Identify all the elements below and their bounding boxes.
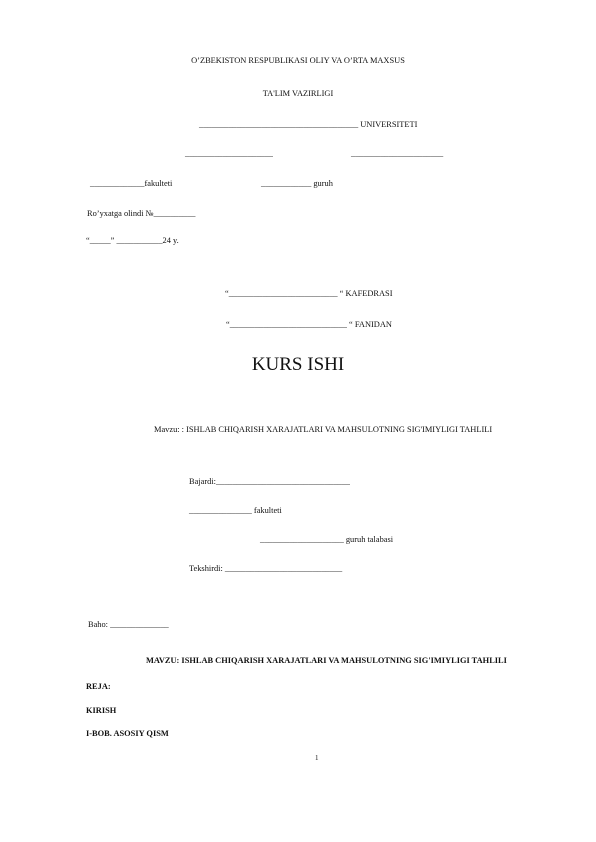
blank-right: ______________________ bbox=[351, 149, 444, 158]
university-line: ______________________________________ UNIVERSITETI bbox=[199, 120, 418, 129]
topic-heading: MAVZU: ISHLAB CHIQARISH XARAJATLARI VA MAHSULOTNING SIG'IMIYLIGI TAHLILI bbox=[146, 656, 507, 665]
ministry-line-1: O’ZBEKISTON RESPUBLIKASI OLIY VA O’RTA MAXSUS bbox=[191, 56, 405, 65]
faculty-field: _____________fakulteti bbox=[90, 179, 173, 188]
ministry-line-2: TA'LIM VAZIRLIGI bbox=[262, 89, 334, 98]
date-field: “_____” ___________24 y. bbox=[86, 236, 179, 245]
department-line: “__________________________ “ KAFEDRASI bbox=[225, 289, 393, 298]
student-group-line: ____________________ guruh talabasi bbox=[260, 535, 394, 544]
checked-by-line: Tekshirdi: ____________________________ bbox=[189, 564, 343, 573]
group-field: ____________ guruh bbox=[261, 179, 333, 188]
subject-line: “____________________________ “ FANIDAN bbox=[226, 320, 392, 329]
blank-left: _____________________ bbox=[185, 149, 273, 158]
intro-heading: KIRISH bbox=[86, 706, 117, 715]
plan-heading: REJA: bbox=[86, 682, 111, 691]
grade-line: Baho: ______________ bbox=[88, 620, 169, 629]
page-number: 1 bbox=[315, 754, 319, 762]
document-title: KURS ISHI bbox=[251, 354, 345, 375]
topic-line: Mavzu: : ISHLAB CHIQARISH XARAJATLARI VA MAHSULOTNING SIG'IMIYLIGI TAHLILI bbox=[154, 425, 493, 434]
chapter-1-heading: I-BOB. ASOSIY QISM bbox=[86, 729, 169, 738]
completed-by-line: Bajardi:________________________________ bbox=[189, 477, 350, 486]
student-faculty-line: _______________ fakulteti bbox=[189, 506, 282, 515]
registered-number: Ro’yxatga olindi №__________ bbox=[87, 209, 196, 218]
